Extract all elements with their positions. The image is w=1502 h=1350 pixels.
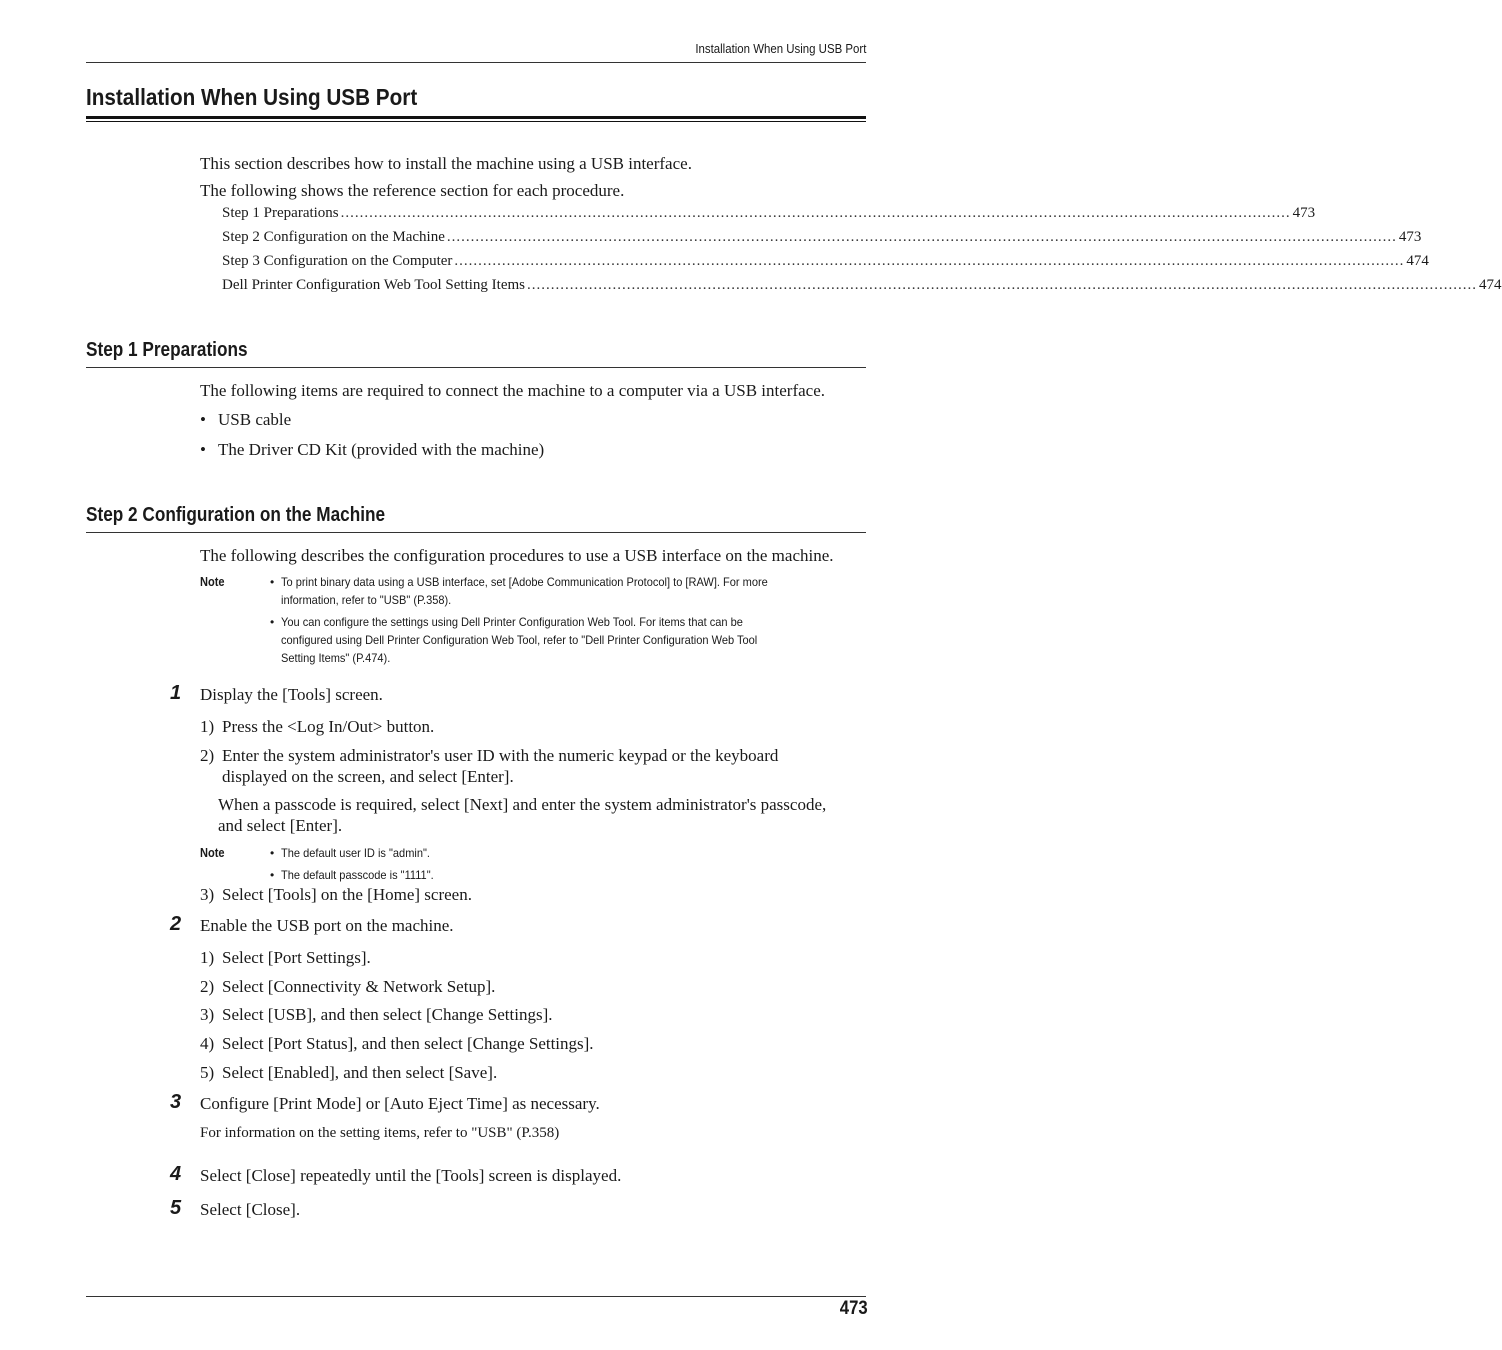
step-number: 2 (170, 913, 182, 935)
step-text: Enable the USB port on the machine. (200, 916, 454, 935)
substep-text: Select [USB], and then select [Change Settings]. (222, 1005, 553, 1024)
substep-number: 1) (200, 948, 215, 967)
substep-text: Select [Enabled], and then select [Save]. (222, 1063, 498, 1082)
step-text: Display the [Tools] screen. (200, 685, 383, 704)
toc-entry-step3[interactable] (222, 253, 1429, 273)
toc-label: Step 1 Preparations (222, 205, 339, 221)
note-text: To print binary data using a USB interface, set [Adobe Communication Protocol] to [RAW]. For more information, refer to "USB" (P.358). (281, 575, 768, 607)
step-info: For information on the setting items, refer to "USB" (P.358) (200, 1125, 560, 1141)
section-rule-step2 (86, 532, 866, 533)
note-item (270, 613, 870, 667)
toc-label: Step 3 Configuration on the Computer (222, 253, 453, 269)
bullet-item (200, 410, 291, 430)
title-rule-thick (86, 116, 866, 119)
substep (200, 745, 778, 787)
substep-text: Select [Port Settings]. (222, 948, 371, 967)
toc-label: Step 2 Configuration on the Machine (222, 229, 445, 245)
toc-leader: ........................................................................................................................................................................................................ (527, 277, 1477, 293)
step-number: 1 (170, 682, 182, 704)
note-item (270, 573, 870, 609)
toc-entry-step2[interactable] (222, 229, 1422, 249)
substep-text: Select [Port Status], and then select [Change Settings]. (222, 1034, 594, 1053)
header-divider (86, 62, 866, 63)
note-text: You can configure the settings using Dell Printer Configuration Web Tool. For items that can be configured using Dell Printer Configuration Web Tool, refer to "Dell Printer Configuration Web Tool Setting Items" (P.474). (281, 615, 758, 665)
toc-entry-step1[interactable] (222, 205, 1316, 225)
substep-number: 3) (200, 1005, 215, 1024)
passcode-line-1: When a passcode is required, select [Next] and enter the system administrator's passcode, (218, 795, 827, 814)
substep-continuation: displayed on the screen, and select [Enter]. (222, 767, 514, 786)
substep-text: Press the <Log In/Out> button. (222, 717, 435, 736)
footer-divider (86, 1296, 866, 1297)
toc-page: 474 (1479, 277, 1502, 293)
toc-leader: ........................................................................................................................................................................................................ (340, 205, 1291, 221)
intro-line-1: This section describes how to install the machine using a USB interface. (200, 154, 692, 173)
passcode-line-2: and select [Enter]. (218, 816, 343, 835)
substep (200, 947, 371, 968)
section-rule-step1 (86, 367, 866, 368)
toc-page: 473 (1292, 205, 1316, 221)
step-text: Select [Close] repeatedly until the [Tools] screen is displayed. (200, 1166, 622, 1185)
substep-number: 3) (200, 885, 215, 904)
step-text: Configure [Print Mode] or [Auto Eject Time] as necessary. (200, 1094, 600, 1113)
running-header: Installation When Using USB Port (694, 41, 866, 56)
toc-leader: ........................................................................................................................................................................................................ (454, 253, 1405, 269)
substep (200, 884, 472, 905)
substep-text: Select [Tools] on the [Home] screen. (222, 885, 472, 904)
title-rule-thin (86, 121, 866, 122)
substep-text: Enter the system administrator's user ID with the numeric keypad or the keyboard (222, 746, 779, 765)
toc-page: 473 (1398, 229, 1422, 245)
substep-number: 4) (200, 1034, 215, 1053)
step-text: Select [Close]. (200, 1200, 301, 1219)
section-heading-step1: Step 1 Preparations (86, 339, 248, 361)
substep-number: 1) (200, 717, 215, 736)
note-label: Note (200, 574, 225, 589)
note-bullet: • (270, 615, 275, 629)
toc-entry-web-tool[interactable] (222, 277, 1502, 297)
note-text: The default user ID is "admin". (281, 846, 430, 860)
step-number: 3 (170, 1091, 182, 1113)
section2-text: The following describes the configuration procedures to use a USB interface on the machine. (200, 546, 834, 565)
bullet-glyph: • (200, 410, 206, 429)
note-bullet: • (270, 575, 275, 589)
note-text: The default passcode is "1111". (281, 868, 434, 882)
note-label: Note (200, 845, 225, 860)
substep-number: 5) (200, 1063, 215, 1082)
bullet-item (200, 440, 544, 460)
step-number: 4 (170, 1163, 182, 1185)
substep-number: 2) (200, 746, 215, 765)
toc-label: Dell Printer Configuration Web Tool Setting Items (222, 277, 525, 293)
toc-page: 474 (1406, 253, 1429, 269)
page-number: 473 (840, 1298, 868, 1319)
note-bullet: • (270, 846, 275, 860)
note-bullet: • (270, 868, 275, 882)
substep (200, 1004, 552, 1025)
section-heading-step2: Step 2 Configuration on the Machine (86, 504, 386, 526)
substep (200, 1033, 594, 1054)
bullet-text: The Driver CD Kit (provided with the machine) (218, 440, 545, 459)
substep-text: Select [Connectivity & Network Setup]. (222, 977, 496, 996)
section1-text: The following items are required to connect the machine to a computer via a USB interface. (200, 381, 825, 400)
substep (200, 1062, 497, 1083)
substep-number: 2) (200, 977, 215, 996)
toc-leader: ........................................................................................................................................................................................................ (446, 229, 1397, 245)
note-item (270, 844, 870, 862)
bullet-glyph: • (200, 440, 206, 459)
note-item (270, 866, 870, 884)
substep (200, 976, 495, 997)
bullet-text: USB cable (218, 410, 292, 429)
step-number: 5 (170, 1197, 182, 1219)
intro-line-2: The following shows the reference section for each procedure. (200, 181, 625, 200)
page-title: Installation When Using USB Port (86, 84, 418, 110)
substep (200, 716, 434, 737)
